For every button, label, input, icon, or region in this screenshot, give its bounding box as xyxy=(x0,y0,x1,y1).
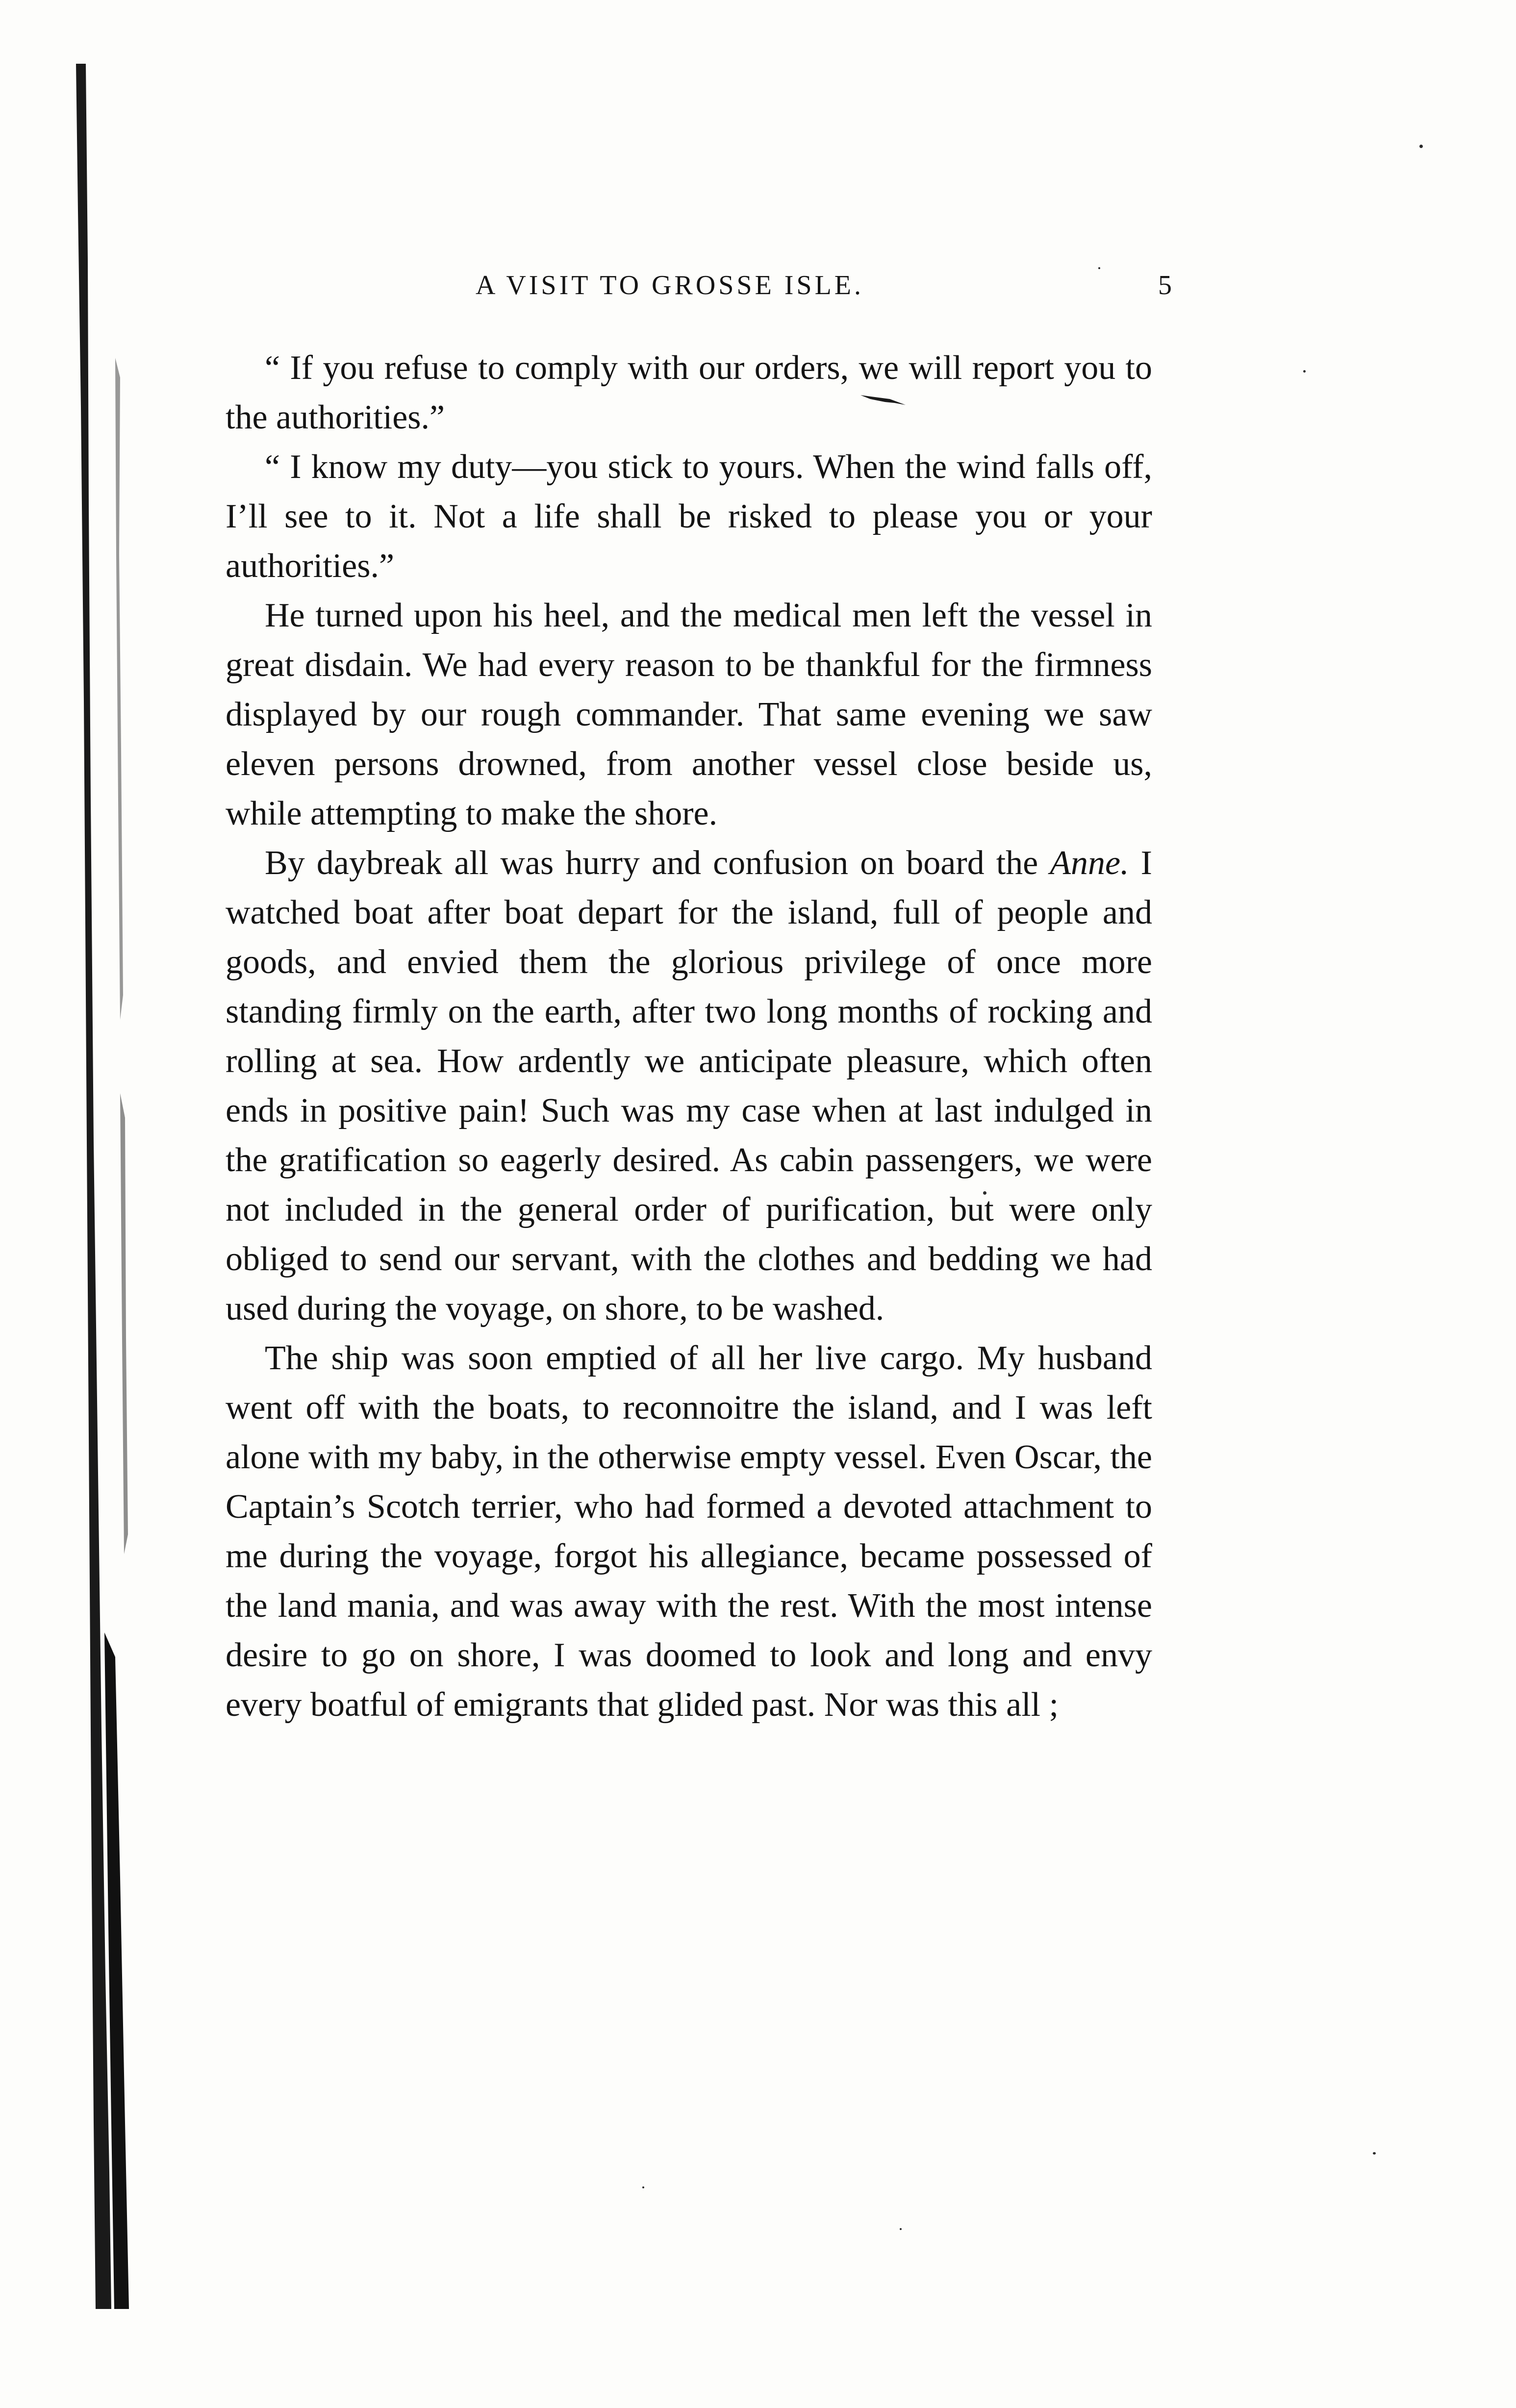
page-header xyxy=(230,270,1172,314)
paragraph-4-start: By daybreak all was hurry and confusion on board the xyxy=(265,844,1050,882)
ship-name: Anne. xyxy=(1050,844,1129,882)
paragraph-3: He turned upon his heel, and the medical men left the vessel in great disdain. We had every reason to be thankful for the firmness displayed by our rough commander. That same evening we saw eleven persons drowned, from another vessel close beside us, while attempting to make the shore. xyxy=(226,597,1152,832)
binding-shadow xyxy=(47,64,145,2309)
page-number: 5 xyxy=(1158,270,1172,301)
body-text xyxy=(226,343,1152,1730)
paragraph-5: The ship was soon emptied of all her live cargo. My husband went off with the boats, to reconnoitre the island, and I was left alone with my baby, in the otherwise empty vessel. Even Oscar, the Captain’s Scotch terrier, who had formed a devoted attachment to me during the voyage, forgot his allegiance, became possessed of the land mania, and was away with the rest. With the most intense desire to go on shore, I was doomed to look and long and envy every boatful of emigrants that glided past. Nor was this all ; xyxy=(226,1339,1152,1724)
paragraph-4 xyxy=(226,838,1152,1333)
paragraph-1: “ If you refuse to comply with our orders, we will report you to the authorities.” xyxy=(226,349,1152,436)
paragraph-4-rest: I watched boat after boat depart for the island, full of people and goods, and envied them the glorious privilege of once more standing firmly on the earth, after two long months of rocking and rolling at sea. How ardently we anticipate pleasure, which often ends in positive pain! Such was my case when at last indulged in the gratification so eagerly desired. As cabin passengers, we were not included in the general order of purification, but were only obliged to send our servant, with the clothes and bedding we had used during the voyage, on shore, to be washed. xyxy=(226,844,1152,1328)
running-head: A VISIT TO GROSSE ISLE. xyxy=(476,270,864,301)
paragraph-2: “ I know my duty—you stick to yours. When the wind falls off, I’ll see to it. Not a life shall be risked to please you or your authorities.” xyxy=(226,448,1152,585)
